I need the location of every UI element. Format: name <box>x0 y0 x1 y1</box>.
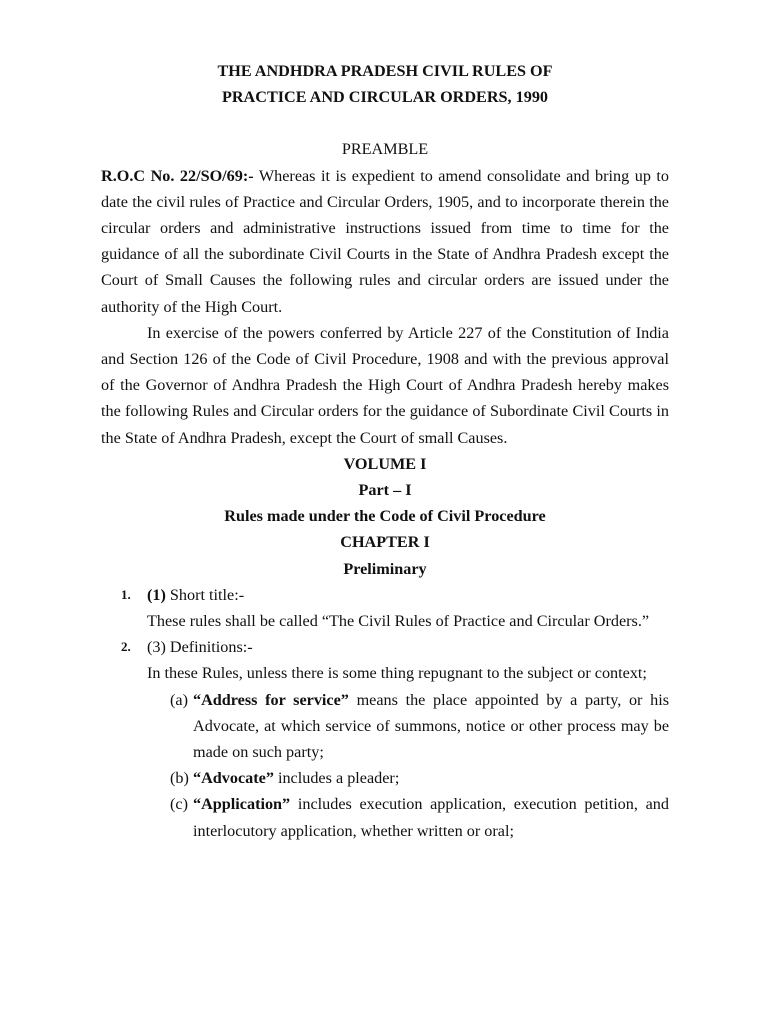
chapter-title: Preliminary <box>343 559 427 578</box>
rule-1-heading <box>147 582 669 608</box>
rule-1-label: (1) <box>147 585 166 604</box>
definition-a-term: “Address for service” <box>193 690 349 709</box>
preamble-heading: PREAMBLE <box>341 140 429 159</box>
definition-b-text <box>193 765 669 791</box>
definition-a-text <box>193 687 669 766</box>
chapter-heading: CHAPTER I <box>340 533 430 552</box>
rule-1 <box>101 582 669 634</box>
rule-2-heading: (3) Definitions:- <box>147 638 253 657</box>
rule-1-number: 1. <box>121 586 131 602</box>
definition-c-text <box>193 791 669 843</box>
document-title-line-1: THE ANDHDRA PRADESH CIVIL RULES OF <box>217 62 553 80</box>
rule-1-title: Short title:- <box>165 585 245 604</box>
definition-b-label: (b) <box>170 769 189 788</box>
part-heading: Part – I <box>358 481 412 500</box>
rule-2-number: 2. <box>121 639 131 655</box>
definition-b-meaning: includes a pleader; <box>273 769 400 788</box>
definition-c-meaning: includes execution application, execution petition, and interlocutory application, whether written or oral; <box>193 795 669 840</box>
definition-a-meaning: means the place appointed by a party, or his Advocate, at which service of summons, notice or other process may be made on such party; <box>193 690 669 762</box>
preamble-paragraph-1-text: Whereas it is expedient to amend consolidate and bring up to date the civil rules of Practice and Circular Orders, 1905, and to incorporate therein the circular orders and administrative instructions issued from time to time for the guidance of all the subordinate Civil Courts in the State of Andhra Pradesh except the Court of Small Causes the following rules and circular orders are issued under the authority of the High Court. <box>101 166 670 316</box>
definition-c <box>101 791 669 843</box>
rule-2 <box>101 634 669 686</box>
roc-reference: R.O.C No. 22/SO/69:- <box>101 166 254 185</box>
document-body <box>101 58 669 844</box>
definition-b-term: “Advocate” <box>193 769 274 788</box>
definition-c-label: (c) <box>170 795 188 814</box>
definition-c-term: “Application” <box>193 795 291 814</box>
rule-2-body: In these Rules, unless there is some thing repugnant to the subject or context; <box>147 664 647 683</box>
document-title-line-2: PRACTICE AND CIRCULAR ORDERS, 1990 <box>221 88 549 107</box>
preamble-paragraph-2: In exercise of the powers conferred by Article 227 of the Constitution of India and Section 126 of the Code of Civil Procedure, 1908 and with the previous approval of the Governor of Andhra Pradesh the High Court of Andhra Pradesh hereby makes the following Rules and Circular orders for the guidance of Subordinate Civil Courts in the State of Andhra Pradesh, except the Court of small Causes. <box>101 323 669 447</box>
rule-1-body: These rules shall be called “The Civil Rules of Practice and Circular Orders.” <box>147 612 650 631</box>
definition-a <box>101 687 669 766</box>
volume-heading: VOLUME I <box>343 454 427 473</box>
definition-a-label: (a) <box>170 690 188 709</box>
rules-heading: Rules made under the Code of Civil Procedure <box>224 507 546 526</box>
preamble-paragraph-1 <box>101 163 669 320</box>
definition-b <box>101 765 669 791</box>
